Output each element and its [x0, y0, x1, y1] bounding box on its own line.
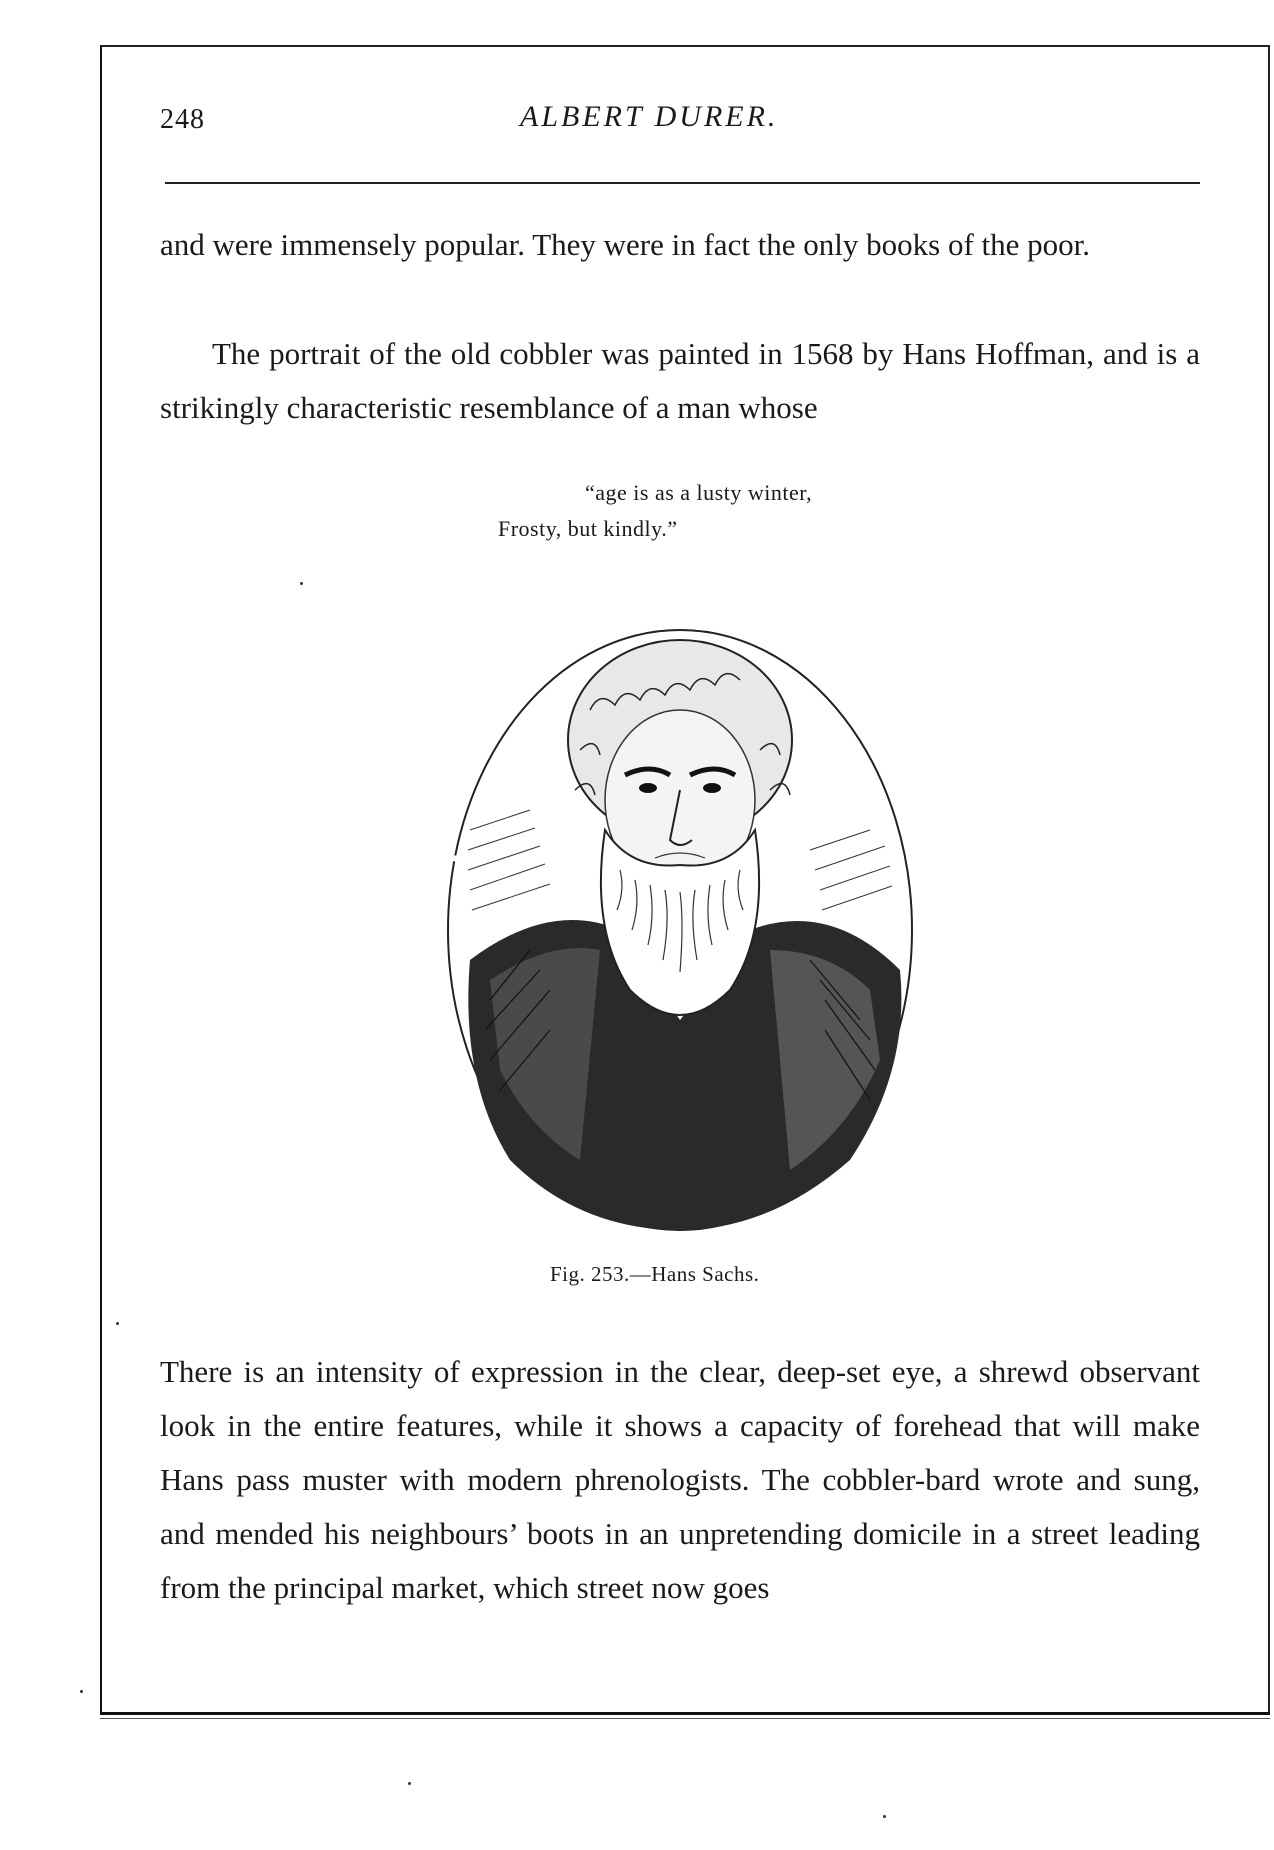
- header-rule: [165, 182, 1200, 184]
- paragraph-2: The portrait of the old cobbler was painted in 1568 by Hans Hoffman, and is a strikingly characteristic resemblance of a man whose: [160, 336, 1200, 425]
- paragraph-1: and were immensely popular. They were in fact the only books of the poor.: [160, 227, 1091, 262]
- speck: [80, 1690, 83, 1693]
- page-border-bottom-thin: [100, 1718, 1270, 1719]
- figure-caption: Fig. 253.—Hans Sachs.: [550, 1262, 760, 1286]
- page-border-bottom: [100, 1712, 1270, 1715]
- page-number: 248: [160, 104, 205, 135]
- running-title: ALBERT DURER.: [520, 100, 779, 133]
- portrait-engraving: [430, 600, 930, 1250]
- speck: [300, 582, 303, 585]
- paragraph-3: There is an intensity of expression in the clear, deep-set eye, a shrewd observant look in the entire features, while it shows a capacity of forehead that will make Hans pass muster with modern phrenologists. The cobbler-bard wrote and sung, and mended his neighbours’ boots in an unpretending domicile in a street leading from the principal market, which street now goes: [160, 1354, 1200, 1605]
- speck: [116, 1322, 119, 1325]
- quote-line-2: Frosty, but kindly.”: [498, 516, 678, 541]
- speck: [408, 1782, 411, 1785]
- quote-line-1: “age is as a lusty winter,: [585, 480, 813, 505]
- speck: [883, 1815, 886, 1818]
